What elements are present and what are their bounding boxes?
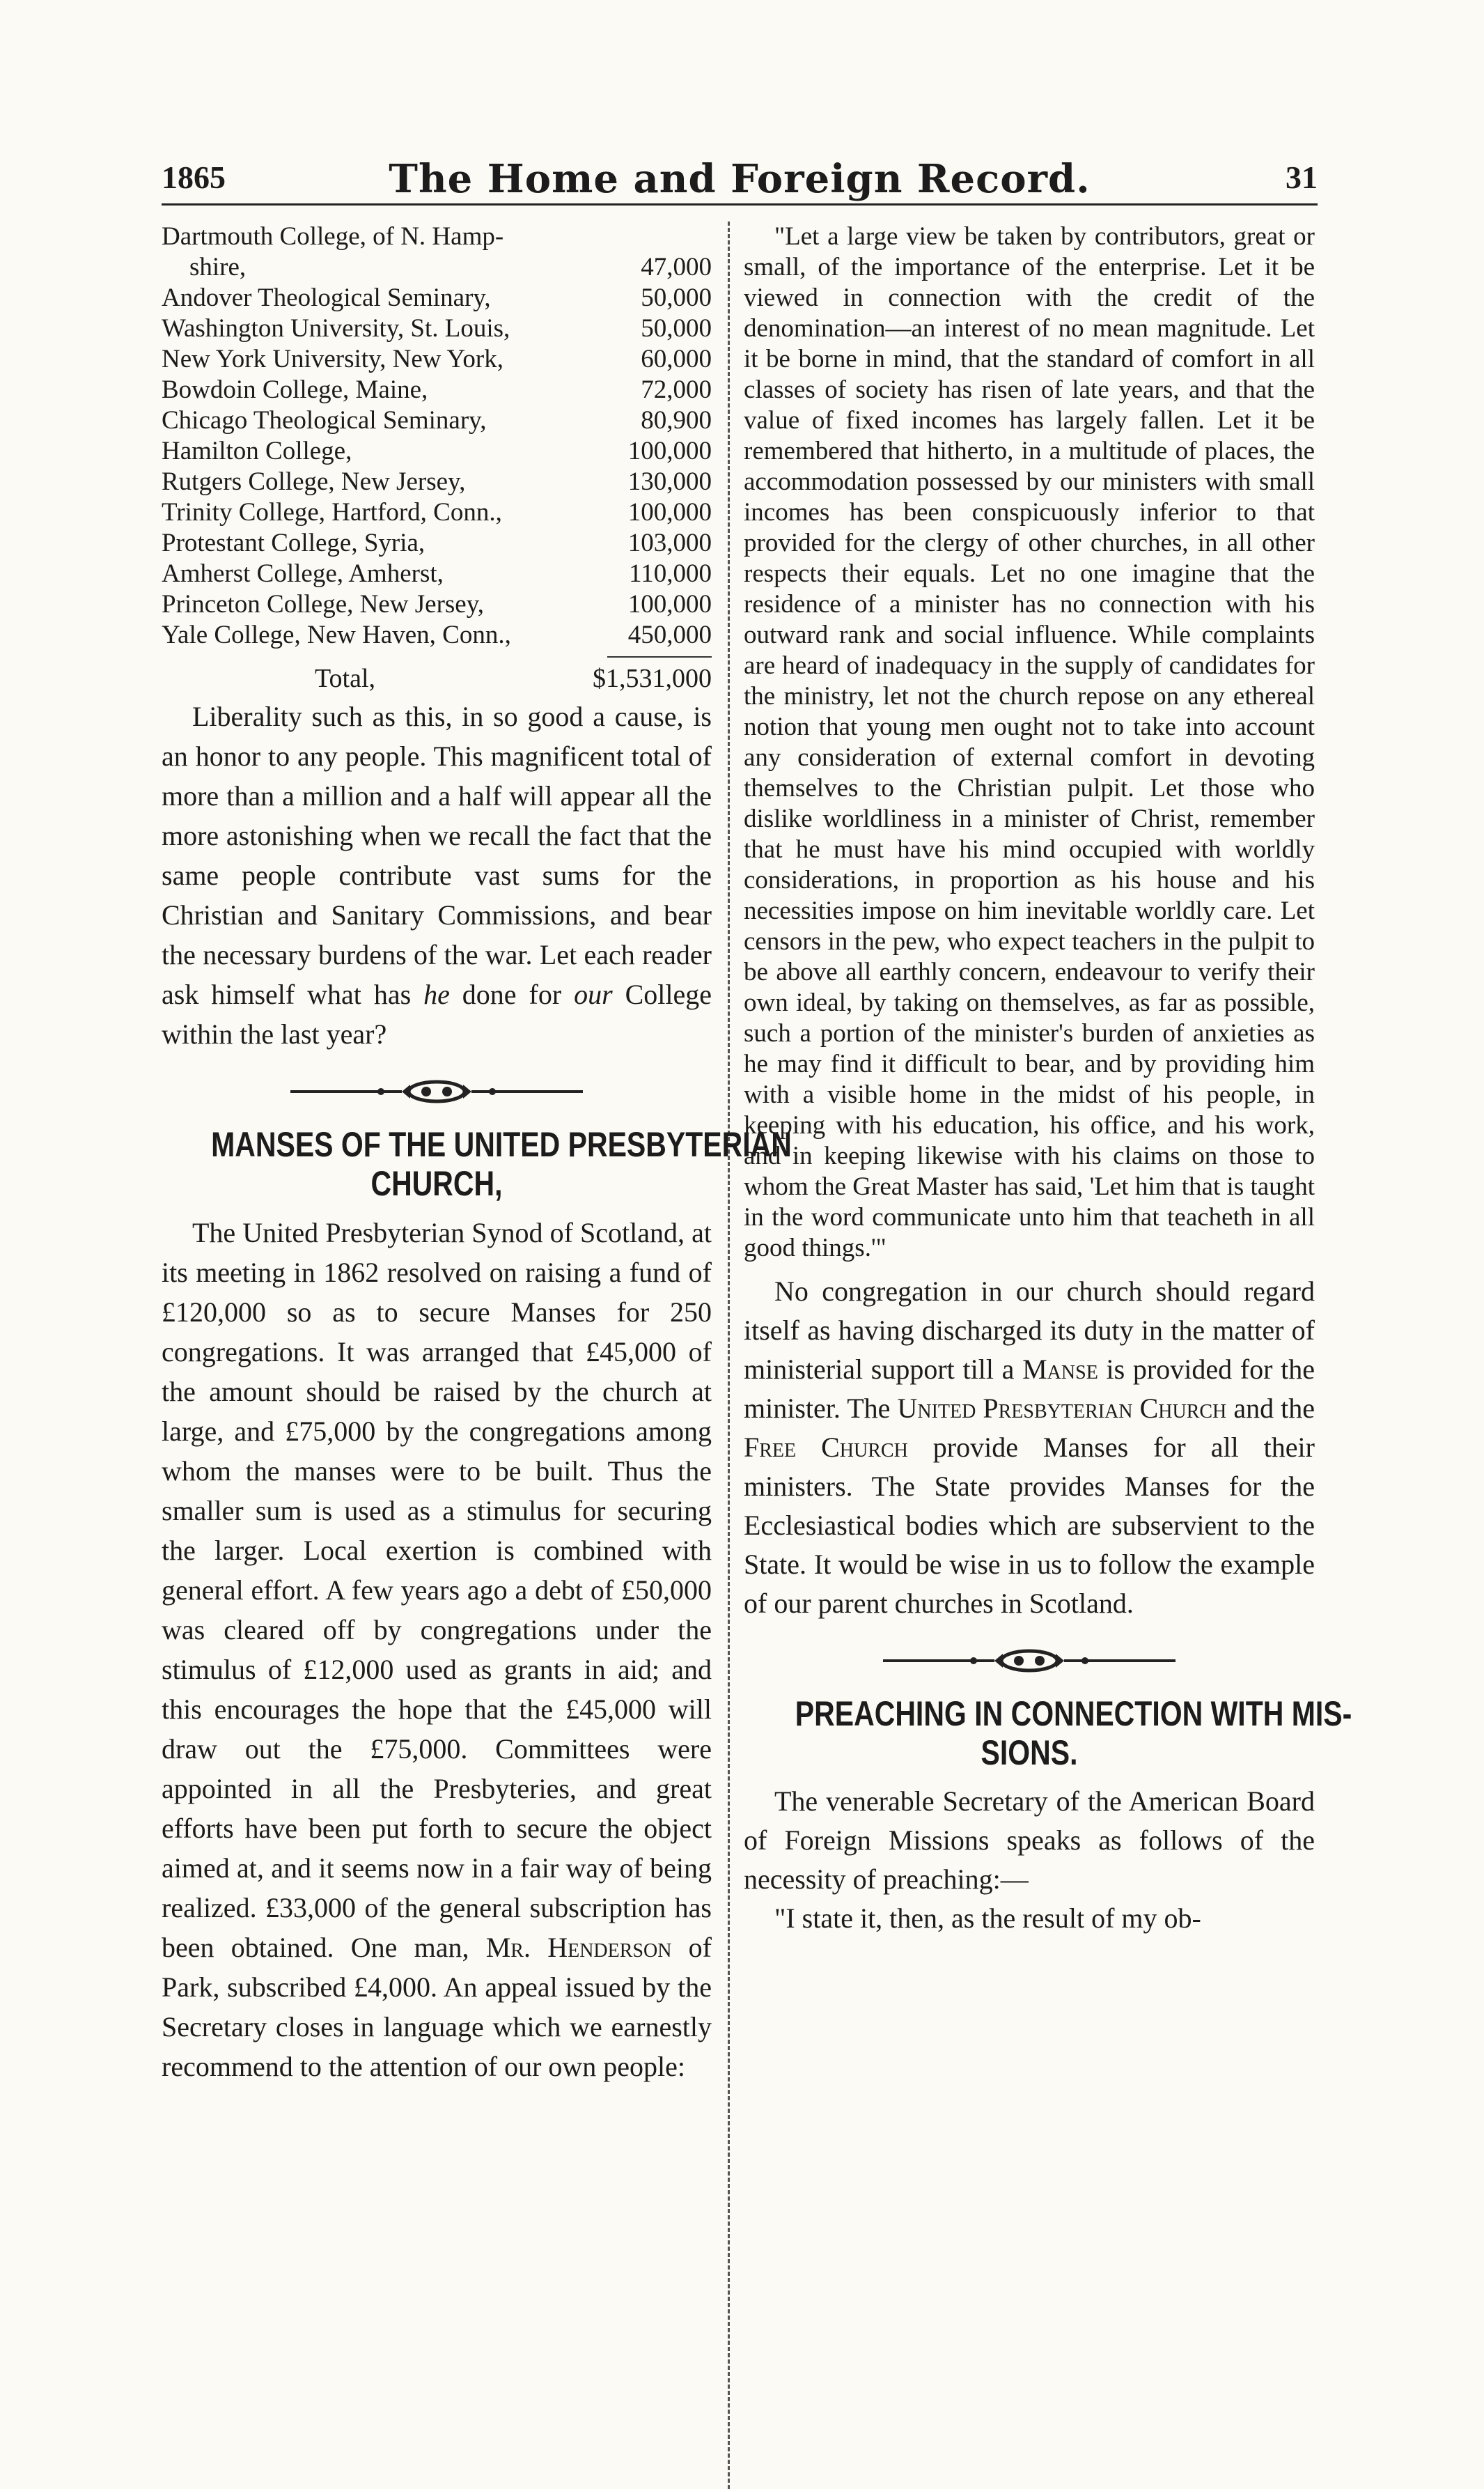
donation-row: Amherst College, Amherst, 110,000 (162, 559, 712, 588)
donation-row: Dartmouth College, of N. Hamp- (162, 222, 504, 251)
sum-rule (607, 656, 712, 658)
preaching-quote-start: "I state it, then, as the result of my ob- (774, 1902, 1201, 1934)
ornament-divider (876, 1647, 1182, 1675)
liberality-paragraph: Liberality such as this, in so good a cause, is an honor to any people. This magnificent total of more than a million and a half will appear all the more astonishing when we recall the fact that the same people contribute vast sums for the Christian and Sanitary Commissions, and bear the necessary burdens of the war. Let each reader ask himself what has he done for our College within the last year? (162, 701, 712, 1050)
preaching-heading: PREACHING IN CONNECTION WITH MIS- SIONS. (795, 1694, 1352, 1772)
preaching-paragraph: The venerable Secretary of the American Board of Foreign Missions speaks as follows of the necessity of preaching:— (744, 1785, 1315, 1895)
congregation-paragraph: No congregation in our church should regard itself as having discharged its duty in the matter of ministerial support till a Manse is provided for the minister. The United Presbyterian Church and the Free Church provide Manses for all their ministers. The State provides Manses for the Ecclesiastical bodies which are subservient to the State. It would be wise in us to follow the example of our parent churches in Scotland. (744, 1275, 1315, 1619)
left-column (162, 222, 792, 2086)
header-page-number: 31 (1286, 160, 1318, 195)
header-rule (162, 203, 1318, 206)
donation-row: New York University, New York, 60,000 (162, 345, 712, 373)
ornament-divider (283, 1078, 590, 1106)
donation-row: shire, 47,000 (189, 253, 712, 281)
header-title: The Home and Foreign Record. (389, 156, 1091, 202)
donation-row: Trinity College, Hartford, Conn., 100,000 (162, 498, 712, 527)
donation-row: Yale College, New Haven, Conn., 450,000 (162, 621, 712, 649)
donation-row: Washington University, St. Louis, 50,000 (162, 314, 712, 343)
right-column (744, 222, 1352, 1938)
page-header (162, 156, 1318, 208)
donation-total: Total, $1,531,000 (315, 664, 712, 693)
donation-row: Protestant College, Syria, 103,000 (162, 529, 712, 557)
donation-row: Rutgers College, New Jersey, 130,000 (162, 467, 712, 496)
donation-row: Princeton College, New Jersey, 100,000 (162, 590, 712, 619)
donation-row: Bowdoin College, Maine, 72,000 (162, 375, 712, 404)
header-year: 1865 (162, 160, 226, 195)
donation-list (162, 222, 712, 651)
donation-row: Andover Theological Seminary, 50,000 (162, 284, 712, 312)
quote-paragraph: "Let a large view be taken by contributors, great or small, of the importance of the enterprise. Let it be viewed in connection with the credit of the denomination—an interest of no mean magnitude. Let it be borne in mind, that the standard of comfort in all classes of society has risen of late years, and that the value of fixed incomes has largely fallen. Let it be remembered that hitherto, in a multitude of places, the accommodation possessed by our ministers with small incomes has been conspicuously inferior to that provided for the clergy of other churches, in all other respects their equals. Let no one imagine that the residence of a minister has no connection with his outward rank and social influence. While complaints are heard of inadequacy in the supply of candidates for the ministry, let not the church repose on any ethereal notion that young men ought not to take into account any consideration of external comfort in devoting themselves to the Christian pulpit. Let those who dislike worldliness in a minister of Christ, remember that he must have his mind occupied with worldly considerations, in proportion as his house and his necessities impose on him inevitable worldly care. Let censors in the pew, who expect teachers in the pulpit to be above all earthly concern, endeavour to verify their own ideal, by taking on themselves, as far as possible, such a portion of the minister's burden of anxieties as he may find it difficult to bear, and by providing him with a visible home in the midst of his people, in keeping with his education, his office, and his work, and in keeping likewise with his claims on those to whom the Great Master has said, 'Let him that is taught in the word communicate unto him that teacheth in all good things.'" (744, 222, 1315, 1262)
donation-row: Chicago Theological Seminary, 80,900 (162, 406, 712, 435)
column-divider (728, 222, 730, 2489)
donation-row: Hamilton College, 100,000 (162, 437, 712, 465)
manses-heading: MANSES OF THE UNITED PRESBYTERIAN CHURCH, (211, 1125, 792, 1203)
manses-paragraph: The United Presbyterian Synod of Scotland, at its meeting in 1862 resolved on raising a fund of £120,000 so as to secure Manses for 250 congregations. It was arranged that £45,000 of the amount should be raised by the church at large, and £75,000 by the congregations among whom the manses were to be built. Thus the smaller sum is used as a stimulus for securing the larger. Local exertion is combined with general effort. A few years ago a debt of £50,000 was cleared off by congregations under the stimulus of £12,000 used as grants in aid; and this encourages the hope that the £45,000 will draw out the £75,000. Committees were appointed in all the Presbyteries, and great efforts have been put forth to secure the object aimed at, and it seems now in a fair way of being realized. £33,000 of the general subscription has been obtained. One man, Mr. Henderson of Park, subscribed £4,000. An appeal issued by the Secretary closes in language which we earnestly recommend to the attention of our own people: (162, 1217, 712, 2082)
